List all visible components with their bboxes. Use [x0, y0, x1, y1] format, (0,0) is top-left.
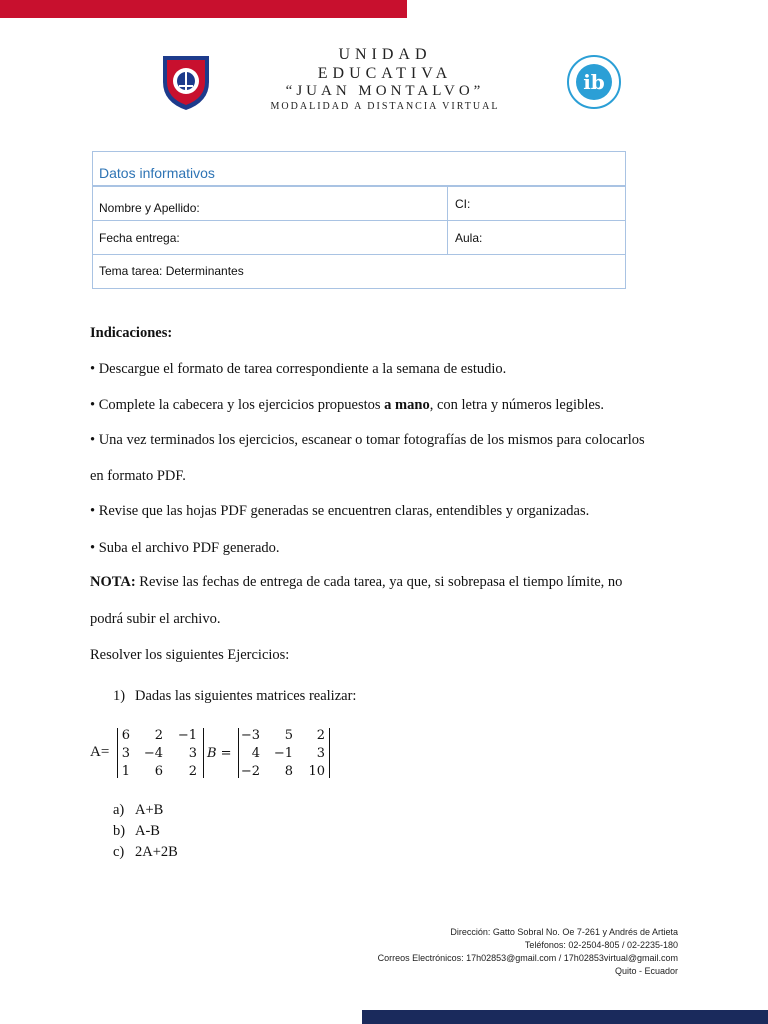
aula-label: Aula:: [455, 231, 483, 245]
instruction-5: • Suba el archivo PDF generado.: [90, 540, 280, 556]
header-educativa: EDUCATIVA: [317, 65, 453, 82]
option-letter: c): [113, 844, 125, 860]
instruction-1: • Descargue el formato de tarea correspondiente a la semana de estudio.: [90, 361, 507, 377]
matrix-a-cell: 6: [154, 764, 163, 779]
question-text: Dadas las siguientes matrices realizar:: [135, 688, 357, 704]
matrix-b-cell: 2: [316, 728, 325, 743]
note-line2: podrá subir el archivo.: [90, 611, 221, 627]
instruction-3-line1: • Una vez terminados los ejercicios, escanear o tomar fotografías de los mismos para colocarlos: [90, 432, 645, 448]
header-unidad: UNIDAD: [338, 46, 432, 63]
matrix-b-cell: 5: [284, 728, 293, 743]
svg-text:ib: ib: [583, 70, 605, 94]
bottom-navy-bar: [362, 1010, 768, 1024]
footer-phones: Teléfonos: 02-2504-805 / 02-2235-180: [524, 940, 678, 950]
footer-address: Dirección: Gatto Sobral No. Oe 7-261 y Andrés de Artieta: [450, 927, 678, 937]
footer-emails: Correos Electrónicos: 17h02853@gmail.com / 17h02853virtual@gmail.com: [377, 953, 678, 963]
matrix-a-label: A=: [90, 744, 110, 760]
solve-heading: Resolver los siguientes Ejercicios:: [90, 647, 290, 663]
note-text: Revise las fechas de entrega de cada tarea, ya que, si sobrepasa el tiempo límite, no: [135, 574, 623, 590]
ci-label: CI:: [455, 197, 471, 211]
matrix-a-cell: 1: [121, 764, 130, 779]
matrix-b-label: B =: [207, 746, 232, 761]
option-a: [113, 802, 163, 819]
option-text: A-B: [135, 823, 160, 839]
instruction-2-bold: a mano: [384, 397, 430, 413]
option-text: 2A+2B: [135, 844, 178, 860]
matrix-a-cell: 3: [188, 746, 197, 761]
matrix-a-cell: 6: [121, 728, 130, 743]
footer-city: Quito - Ecuador: [614, 966, 678, 976]
header-modality: MODALIDAD A DISTANCIA VIRTUAL: [270, 101, 500, 112]
instruction-2-end: , con letra y números legibles.: [429, 397, 605, 413]
matrix-a-cell: 2: [154, 728, 163, 743]
matrix-b-cell: 4: [251, 746, 260, 761]
matrix-b-cell: 10: [308, 764, 325, 779]
matrix-a-cell: −1: [177, 728, 197, 743]
instruction-3-line2: en formato PDF.: [90, 468, 186, 484]
date-label: Fecha entrega:: [99, 231, 180, 245]
matrix-b-right-bar: [329, 728, 330, 778]
instruction-2-start: • Complete la cabecera y los ejercicios propuestos: [90, 397, 385, 413]
instruction-4: • Revise que las hojas PDF generadas se encuentren claras, entendibles y organizadas.: [90, 503, 590, 519]
note-label: NOTA:: [90, 574, 136, 590]
option-text: A+B: [135, 802, 164, 818]
matrix-b-cell: 3: [316, 746, 325, 761]
matrix-b-cell: 8: [284, 764, 293, 779]
topic-label: Tema tarea: Determinantes: [99, 264, 244, 278]
option-letter: a): [113, 802, 125, 818]
matrix-a-cell: 3: [121, 746, 130, 761]
name-label: Nombre y Apellido:: [99, 201, 200, 215]
option-c: [113, 844, 178, 861]
matrix-b-cell: −1: [273, 746, 293, 761]
info-title: Datos informativos: [99, 165, 215, 181]
matrix-b-cell: −2: [240, 764, 260, 779]
header-school-name: “JUAN MONTALVO”: [285, 83, 485, 99]
question-number: 1): [113, 688, 126, 704]
matrix-a-cell: 2: [188, 764, 197, 779]
matrix-a-right-bar: [203, 728, 204, 778]
option-letter: b): [113, 823, 126, 839]
indications-title: Indicaciones:: [90, 325, 173, 341]
option-b: [113, 823, 160, 840]
matrix-b-cell: −3: [240, 728, 260, 743]
matrix-a-cell: −4: [143, 746, 163, 761]
